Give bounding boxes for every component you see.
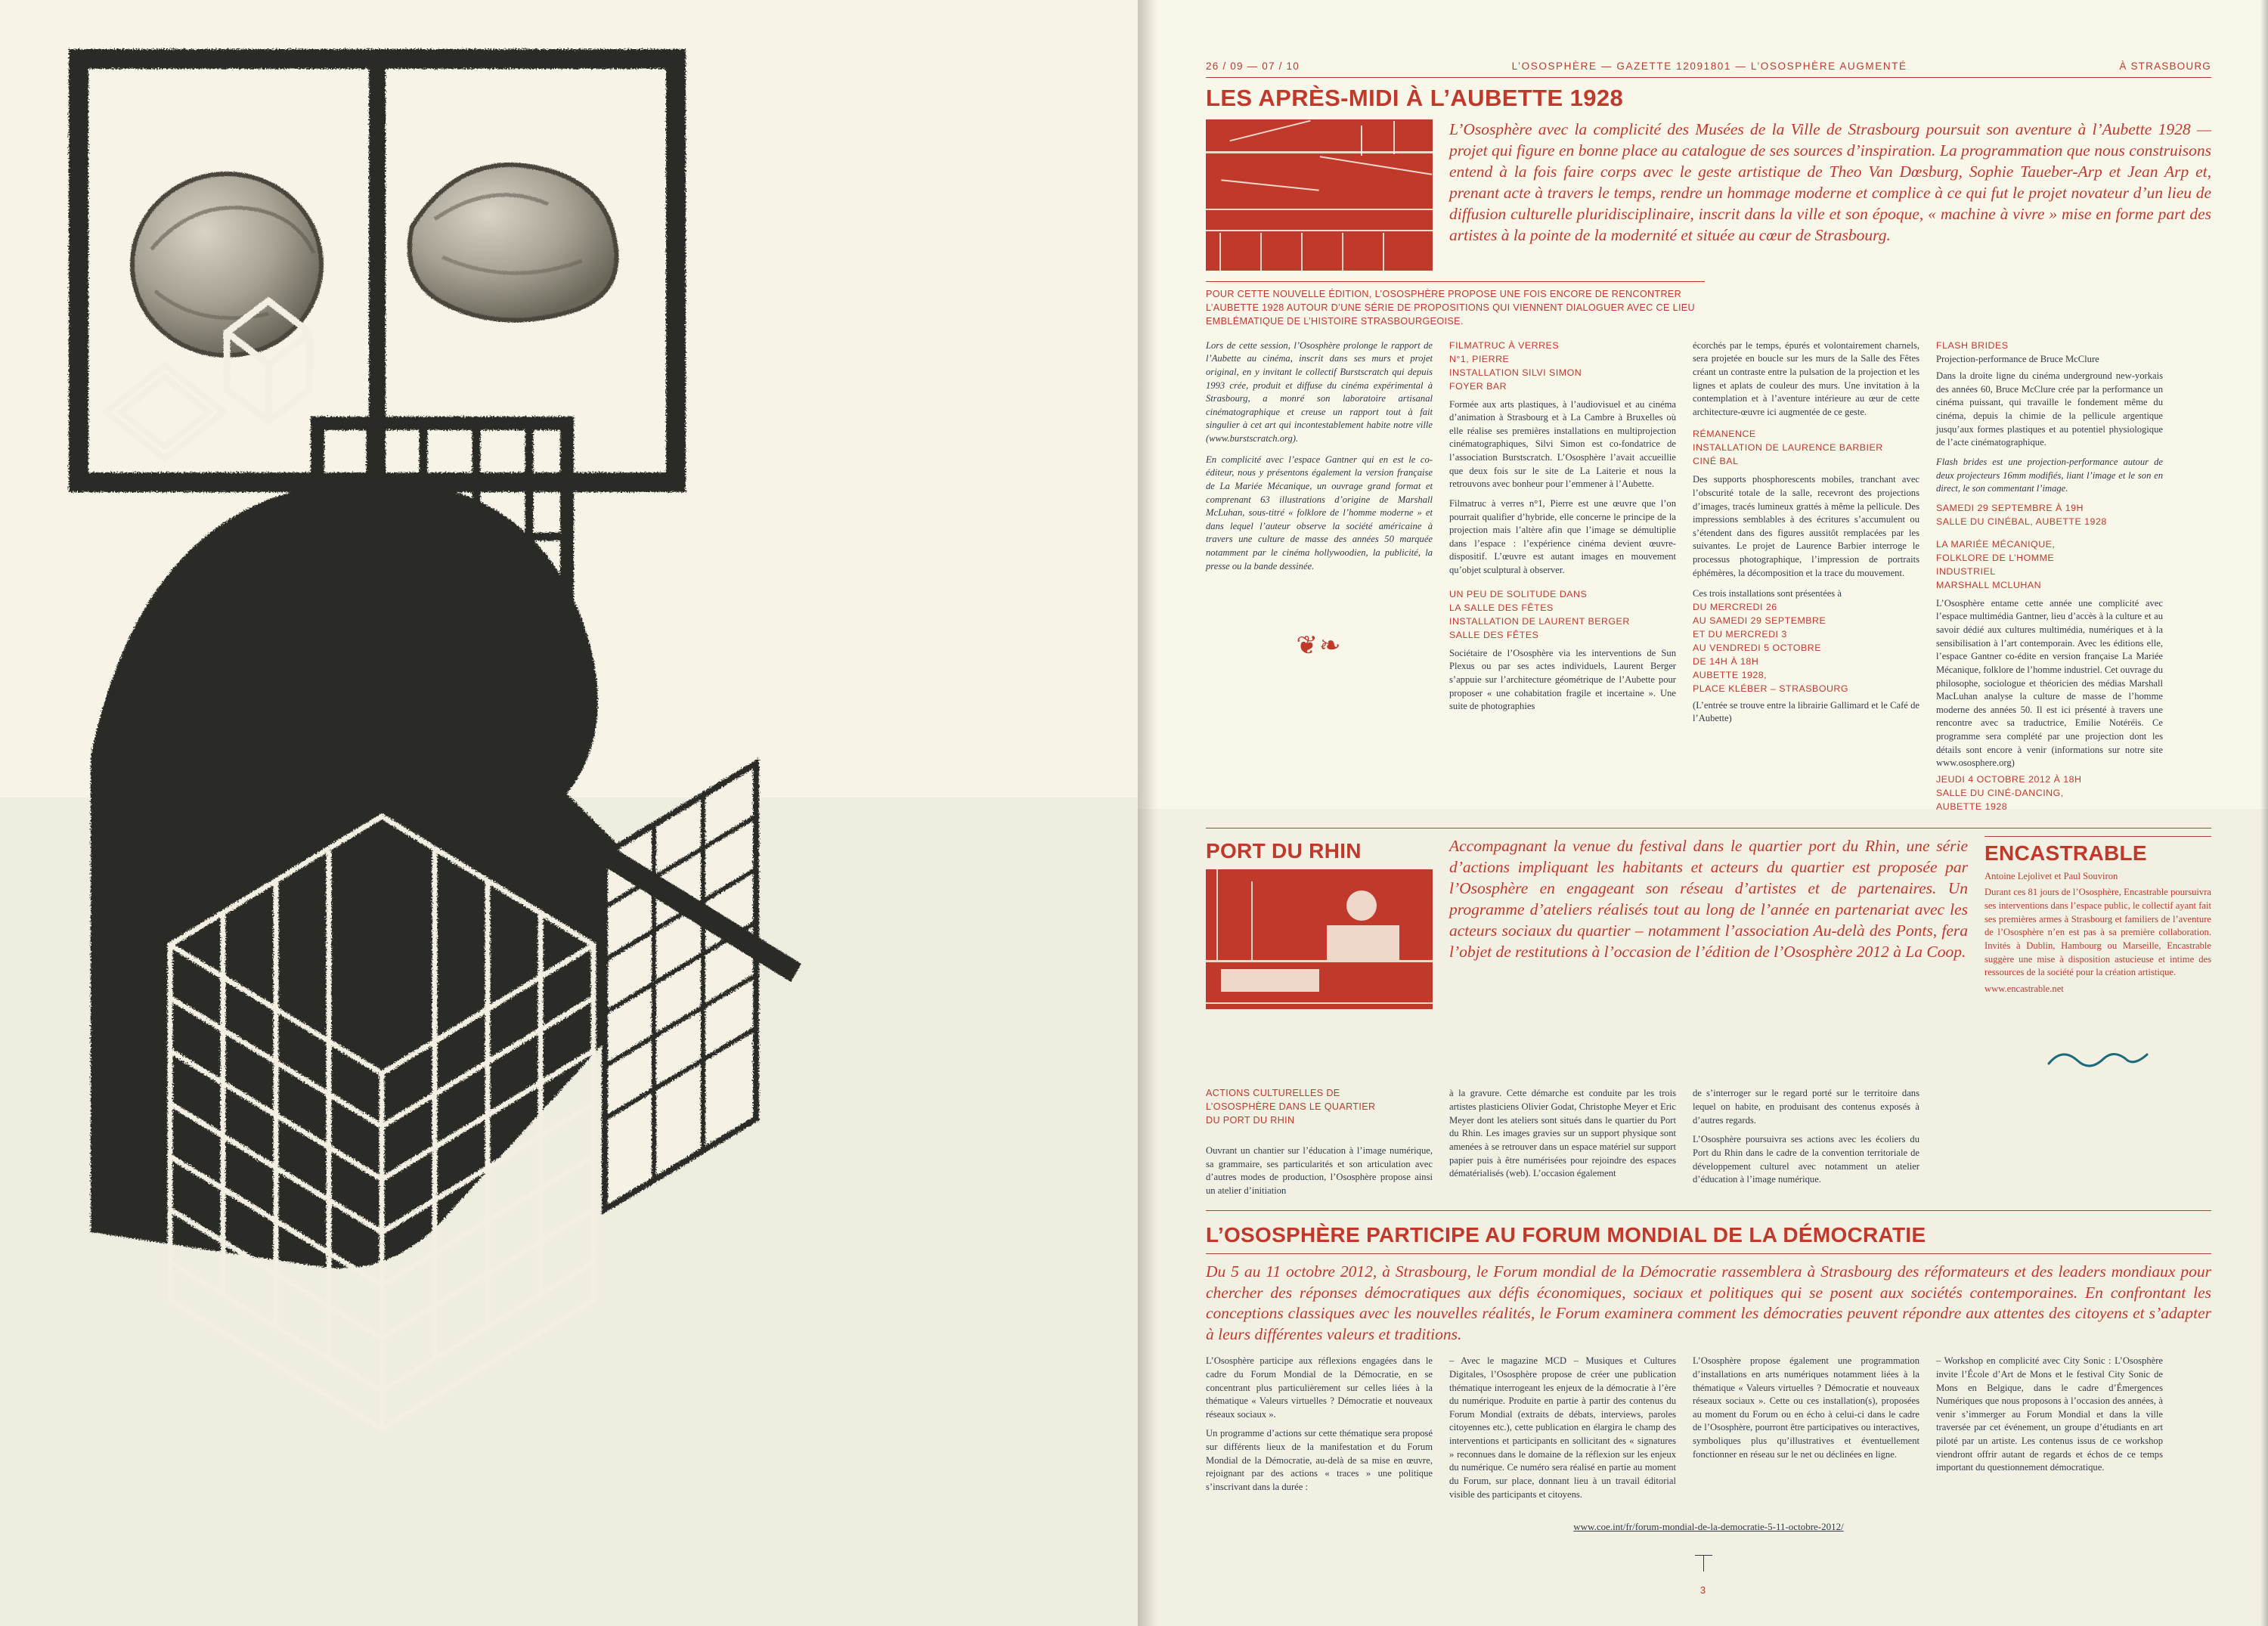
section-port-du-rhin	[1206, 828, 2211, 1198]
aubette-date-3: ET DU MERCREDI 3	[1693, 628, 1787, 640]
squiggle-icon	[2045, 1048, 2151, 1074]
port-lede: Accompagnant la venue du festival dans le quartier port du Rhin, une série d’actions impliquant les habitants et acteurs du quartier est proposée par l’Ososphère en engageant son réseau d’artistes et de partenaires. Un programme d’ateliers réalisés tout au long de l’année en partenariat avec les acteurs sociaux du quartier – notamment l’association Au-delà des Ponts, fera l’objet de restitutions à l’occasion de l’édition de l’Ososphère 2012 à La Coop.	[1449, 836, 1968, 961]
filmatruc-title: FILMATRUC À VERRES	[1449, 339, 1560, 351]
squiggle-ornament	[1984, 1048, 2211, 1078]
flashbrides-venue: SALLE DU CINÉBAL, AUBETTE 1928	[1936, 516, 2107, 527]
forum-c4a: – Workshop en complicité avec City Sonic : L’Ososphère invite l’École d’Art de Mons et le festival City Sonic de Mons en Belgique, dans le cadre d’Émergences Numériques que nous proposons à l’occasion des années, à venir s’immerger au Forum Mondial et dans la ville traversée par cet événement, un groupe d’étudiants en art piloté par un artiste. Les contenus issus de ce workshop viendront offrir autant de regards et échos de ce temps important du questionnement démocratique.	[1936, 1355, 2163, 1473]
port-left-column	[1206, 836, 1433, 1009]
section-title-port: PORT DU RHIN	[1206, 838, 1362, 863]
aubette-hours: DE 14H À 18H	[1693, 655, 1759, 667]
port-column-2	[1449, 1087, 1676, 1197]
port-c2: à la gravure. Cette démarche est conduite par les trois artistes plasticiens Olivier Godat, Christophe Meyer et Eric Meyer dont les ateliers sont situés dans le quartier du Port du Rhin. Les images gravies sur un support physique sont amenées à se retrouver dans un espace matériel sur support papier puis à être numérisées pour rejoindre des espaces dématérialisés (web). L’occasion également	[1449, 1088, 1676, 1179]
forum-c2a: – Avec le magazine MCD – Musiques et Cultures Digitales, l’Ososphère propose de créer une publication thématique interrogeant les enjeux de la démocratie à l’ère du numérique. Produite en partie à partir des contenus du Forum Mondial (extraits de débats, interviews, paroles citoyennes etc.), cette publication en élargira le champ des interventions et participants en sollicitant des « signatures » reconnues dans le domaine de la réflexion sur les enjeux du numérique. Ce numéro sera réalisé en partie au moment du Forum, sur place, donnant lieu à un travail éditorial visible des participants et citoyens.	[1449, 1355, 1676, 1500]
aubette-column-2	[1449, 339, 1676, 814]
filmatruc-p1: Formée aux arts plastiques, à l’audiovisuel et au cinéma d’animation à Strasbourg et à La Cambre à Bruxelles où elle réalise ses premières installations en multiprojection cinématographiques, Silvi Simon est co-fondatrice de l’association Burstscratch. L’Ososphère l’avait accueillie que deux fois sur le site de La Laiterie et nous la retrouvons avec bonheur pour l’emmener à l’Aubette.	[1449, 398, 1676, 490]
forum-column-3	[1693, 1355, 1919, 1501]
forum-columns	[1206, 1355, 2211, 1501]
forum-column-2	[1449, 1355, 1676, 1501]
forum-c1a: L’Ososphère participe aux réflexions engagées dans le cadre du Forum Mondial de la Démocratie, en se concentrant plus particulièrement sur celles liées à la thématique « Valeurs virtuelles ? Démocratie et nouveaux réseaux sociaux ».	[1206, 1355, 1433, 1420]
encastrable-box	[1984, 836, 2211, 1079]
encastrable-title: ENCASTRABLE	[1984, 841, 2147, 865]
running-head	[1206, 60, 2211, 78]
aubette-entry-note: (L’entrée se trouve entre la librairie Gallimard et le Café de l’Aubette)	[1693, 699, 1919, 724]
solitude-venue: SALLE DES FÊTES	[1449, 629, 1539, 640]
port-c3a: de s’interroger sur le regard porté sur le territoire dans lequel on habite, en produisant des contenus exposés à d’autres regards.	[1693, 1088, 1919, 1126]
forum-column-1	[1206, 1355, 1433, 1501]
forum-column-4	[1936, 1355, 2163, 1501]
filmatruc-credit: INSTALLATION SILVI SIMON	[1449, 367, 1582, 378]
forum-c1b: Un programme d’actions sur cette thématique sera proposé sur différents lieux de la manifestation et du Forum Mondial de la Démocratie, au-delà de sa mise en œuvre, rejoignant par des actions « traces » une politique s’inscrivant dans la durée :	[1206, 1428, 1433, 1492]
crop-mark	[1703, 1555, 1704, 1572]
port-kicker-2: L’OSOSPHÈRE DANS LE QUARTIER	[1206, 1101, 1376, 1113]
solitude-credit: INSTALLATION DE LAURENT BERGER	[1449, 615, 1630, 627]
filmatruc-title-2: N°1, PIERRE	[1449, 353, 1510, 364]
encastrable-link[interactable]: www.encastrable.net	[1984, 983, 2064, 994]
aubette-column-1	[1206, 339, 1433, 814]
runhead-dates: 26 / 09 — 07 / 10	[1206, 60, 1300, 72]
aubette-date-2: AU SAMEDI 29 SEPTEMBRE	[1693, 615, 1826, 626]
section-title-aubette: LES APRÈS-MIDI À L’AUBETTE 1928	[1206, 85, 1624, 111]
remanence-credit: INSTALLATION DE LAURENCE BARBIER	[1693, 442, 1883, 454]
port-kicker-column	[1206, 1087, 1433, 1197]
mariee-title-2: FOLKLORE DE L’HOMME	[1936, 552, 2055, 563]
aubette-venue: AUBETTE 1928,	[1693, 669, 1768, 680]
mariee-venue-2: AUBETTE 1928	[1936, 801, 2008, 812]
port-c1: Ouvrant un chantier sur l’éducation à l’image numérique, sa grammaire, ses particularités et son articulation avec d’autres modes de production, l’Ososphère propose ainsi un atelier d’initiation	[1206, 1145, 1433, 1196]
aubette-columns	[1206, 339, 2211, 814]
port-c3b: L’Ososphère poursuivra ses actions avec les écoliers du Port du Rhin dans le cadre de la convention territoriale de développement culturel avec notamment un atelier d’éducation à l’image numérique.	[1693, 1134, 1919, 1185]
flashbrides-title: FLASH BRIDES	[1936, 339, 2009, 351]
aubette-date-4: AU VENDREDI 5 OCTOBRE	[1693, 642, 1822, 653]
aubette-c1-p1: Lors de cette session, l’Ososphère prolonge le rapport de l’Aubette au cinéma, inscrit dans ses murs et projet original, en y invitant le collectif Burstscratch qui depuis 1993 crée, produit et diffuse du cinéma expérimental à Strasbourg, a monré son laboratoire artisanal cinématographique et creuse un rapport tout à fait singulier à cet art qui incontestablement habite notre ville (www.burstscratch.org).	[1206, 339, 1433, 444]
flashbrides-p1: Dans la droite ligne du cinéma underground new-yorkais des années 60, Bruce McClure crée par la performance un cinéma puissant, qui travaille le fondement même du cinéma, depuis la chimie de la pellicule argentique jusqu’aux formes plastiques et au potentiel physiologique de l’acte cinématographique.	[1936, 370, 2163, 448]
forum-lede: Du 5 au 11 octobre 2012, à Strasbourg, le Forum mondial de la Démocratie rassemblera à Strasbourg des réformateurs et des leaders mondiaux pour chercher des réponses démocratiques aux défis économiques, sociaux et politiques qui se posent aux sociétés contemporaines. En confrontant les conceptions classiques avec les nouvelles réalités, le Forum examinera comment les démocraties peuvent répondre aux attentes des citoyens et s’adapter à leurs différentes valeurs et traditions.	[1206, 1262, 2211, 1344]
flashbrides-date: SAMEDI 29 SEPTEMBRE À 19H	[1936, 502, 2084, 513]
filmatruc-p2: Filmatruc à verres n°1, Pierre est une œuvre que l’on pourrait qualifier d’hybride, elle concerne le principe de la projection mais l’altère afin que l’image se démultiplie dans l’espace : l’expérience cinéma devient œuvre-dispositif. L’œuvre est autant images en mouvement qu’objet sculptural à observer.	[1449, 497, 1676, 576]
mariee-date: JEUDI 4 OCTOBRE 2012 À 18H	[1936, 773, 2082, 785]
aubette-date-1: DU MERCREDI 26	[1693, 601, 1777, 612]
encastrable-credit: Antoine Lejolivet et Paul Souviron	[1984, 870, 2118, 881]
solitude-p1: Sociétaire de l’Ososphère via les interventions de Sun Plexus ou par ses actes individuels, Laurent Berger s’appuie sur l’architecture géométrique de l’Aubette pour proposer « une cohabitation fragile et incertaine ». Une suite de photographies	[1449, 647, 1676, 712]
port-workshop-photo	[1206, 869, 1433, 1009]
port-lede-wrap	[1449, 836, 1968, 963]
page-number: 3	[1699, 1584, 1706, 1596]
aubette-lede: L’Ososphère avec la complicité des Musées de la Ville de Strasbourg poursuit son aventure à l’Aubette 1928 — projet qui figure en bonne place au catalogue de ses sources d’inspiration. La programmation que nous construisons entend à la fois faire corps avec le geste artistique de Theo Van Dœsburg, Sophie Taueber-Arp et Jean Arp et, prenant acte à travers le temps, rendre un hommage moderne et complice à ce qui fut le projet novateur d’un lieu de diffusion culturelle pluridisciplinaire, inscrit dans la ville et son époque, « machine à vivre » mise en forme part des artistes à la pointe de la modernité et située au cœur de Strasbourg.	[1449, 120, 2211, 244]
mariee-venue: SALLE DU CINÉ-DANCING,	[1936, 787, 2064, 798]
right-page-text	[1138, 0, 2268, 1626]
solitude-title-2: LA SALLE DES FÊTES	[1449, 602, 1554, 613]
forum-footer-link[interactable]: www.coe.int/fr/forum-mondial-de-la-democratie-5-11-octobre-2012/	[1573, 1521, 1844, 1533]
runhead-publication: L’OSOSPHÈRE — GAZETTE 12091801 — L’OSOSPHÈRE AUGMENTÉ	[1511, 60, 1907, 72]
aubette-dates-intro: Ces trois installations sont présentées à	[1693, 588, 1842, 599]
aubette-column-4	[1936, 339, 2163, 814]
aubette-interior-photo	[1206, 119, 1433, 271]
remanence-title: RÉMANENCE	[1693, 429, 1756, 440]
mariee-title-3: INDUSTRIEL	[1936, 565, 1996, 577]
aubette-column-3	[1693, 339, 1919, 814]
mariee-p1: L’Ososphère entame cette année une complicité avec l’espace multimédia Gantner, lieu d’accès à la culture et au savoir dédié aux cultures multimédia, numériques et à la sensibilisation à l’art contemporain. Avec les éditions elle, l’espace Gantner co-édite en version française La Mariée Mécanique, folklore de l’homme industriel. Cet ouvrage du philosophe, sociologue et théoricien des médias Marshall MacLuhan analyse la culture de masse de l’homme moderne des années 50. Il est ici présenté à travers une rencontre avec sa traductrice, Emilie Notéréis. Ce programme sera complété par une projection dont les détails sont encore à venir (informations sur notre site www.ososphere.org)	[1936, 597, 2163, 769]
port-columns	[1206, 1087, 2211, 1197]
port-column-4-spacer	[1936, 1087, 2163, 1197]
runhead-city: À STRASBOURG	[2119, 60, 2211, 72]
aubette-c3-p1: écorchés par le temps, épurés et volontairement charnels, sera projetée en boucle sur les murs de la Salle des Fêtes créant un contraste entre la pulsation de la projection et les lignes et aplats de couleur des murs. Une invitation à la contemplation et à l’aventure intérieure au œur de cette architecture-œuvre ici augmentée de ce geste.	[1693, 339, 1919, 417]
mariee-author: MARSHALL MCLUHAN	[1936, 579, 2042, 590]
port-kicker-1: ACTIONS CULTURELLES DE	[1206, 1088, 1340, 1099]
solitude-title: UN PEU DE SOLITUDE DANS	[1449, 588, 1588, 599]
ornament-flourish: ❦❧	[1296, 632, 1343, 661]
flashbrides-p2: Flash brides est une projection-performance autour de deux projecteurs 16mm modifiés, liant l’image et le son en direct, le son commentant l’image.	[1936, 456, 2163, 494]
aubette-kicker: POUR CETTE NOUVELLE ÉDITION, L’OSOSPHÈRE PROPOSE UNE FOIS ENCORE DE RENCONTRER L’AUBETTE 1928 AUTOUR D’UNE SÉRIE DE PROPOSITIONS QUI VIENNENT DIALOGUER AVEC CE LIEU EMBLÉMATIQUE DE L’HISTOIRE STRASBOURGEOISE.	[1206, 281, 1705, 329]
filmatruc-venue: FOYER BAR	[1449, 380, 1507, 392]
remanence-p1: Des supports phosphorescents mobiles, tranchant avec l’obscurité totale de la salle, recevront des projections d’images, tracés lumineux grattés à même la pellicule. Des impressions semblables à des écritures s’accumulent ou s’étendent dans des figures aussitôt remplacées par les suivantes. Le projet de Laurence Barbier interroge le processus photographique, l’impression de portraits éphémères, la décomposition et la trace du mouvement.	[1693, 474, 1919, 578]
forum-c3a: L’Ososphère propose également une programmation d’installations en arts numériques notamment liées à la thématique « Valeurs virtuelles ? Démocratie et nouveaux réseaux sociaux ». Cette ou ces installation(s), proposées au moment du Forum ou en écho à celui-ci dans le cadre de l’Ososphère, pourront être participatives ou interactives, symboliques plus qu’illustratives et éventuellement fonctionner en réseau sur le net ou déclinées en ligne.	[1693, 1355, 1919, 1460]
port-column-3	[1693, 1087, 1919, 1197]
flashbrides-credit: Projection-performance de Bruce McClure	[1936, 353, 2099, 364]
mariee-title: LA MARIÉE MÉCANIQUE,	[1936, 538, 2056, 550]
remanence-venue: CINÉ BAL	[1693, 456, 1739, 467]
encastrable-body: Durant ces 81 jours de l’Ososphère, Encastrable poursuivra ses interventions dans l’espace public, le collectif ayant fait ses premières armes à Strasbourg et familiers de l’aventure de l’Ososphère n’en est pas à sa première collaboration. Invités à Dublin, Hambourg ou Marseille, Encastrable suggère une mise à disposition astucieuse et intime des ressources de la société pour la création artistique.	[1984, 887, 2211, 978]
section-forum-democratie	[1206, 1210, 2211, 1534]
section-aubette	[1206, 85, 2211, 814]
section-title-forum: L’OSOSPHÈRE PARTICIPE AU FORUM MONDIAL DE LA DÉMOCRATIE	[1206, 1222, 1926, 1247]
port-kicker-3: DU PORT DU RHIN	[1206, 1115, 1295, 1126]
page-content	[1206, 60, 2211, 1533]
aubette-address: PLACE KLÉBER – STRASBOURG	[1693, 683, 1848, 694]
aubette-c1-p2: En complicité avec l’espace Gantner qui en est le co-éditeur, nous y présentons également la version française de La Mariée Mécanique, un ouvrage grand format et comprenant 63 illustrations d’origine de Marshall McLuhan, sous-titré « folklore de l’homme moderne » et dans lequel l’auteur observe la société américaine à travers une culture de masse des années 50 marquée notamment par le cinéma hollywoodien, la publicité, la presse ou la bande dessinée.	[1206, 454, 1433, 571]
